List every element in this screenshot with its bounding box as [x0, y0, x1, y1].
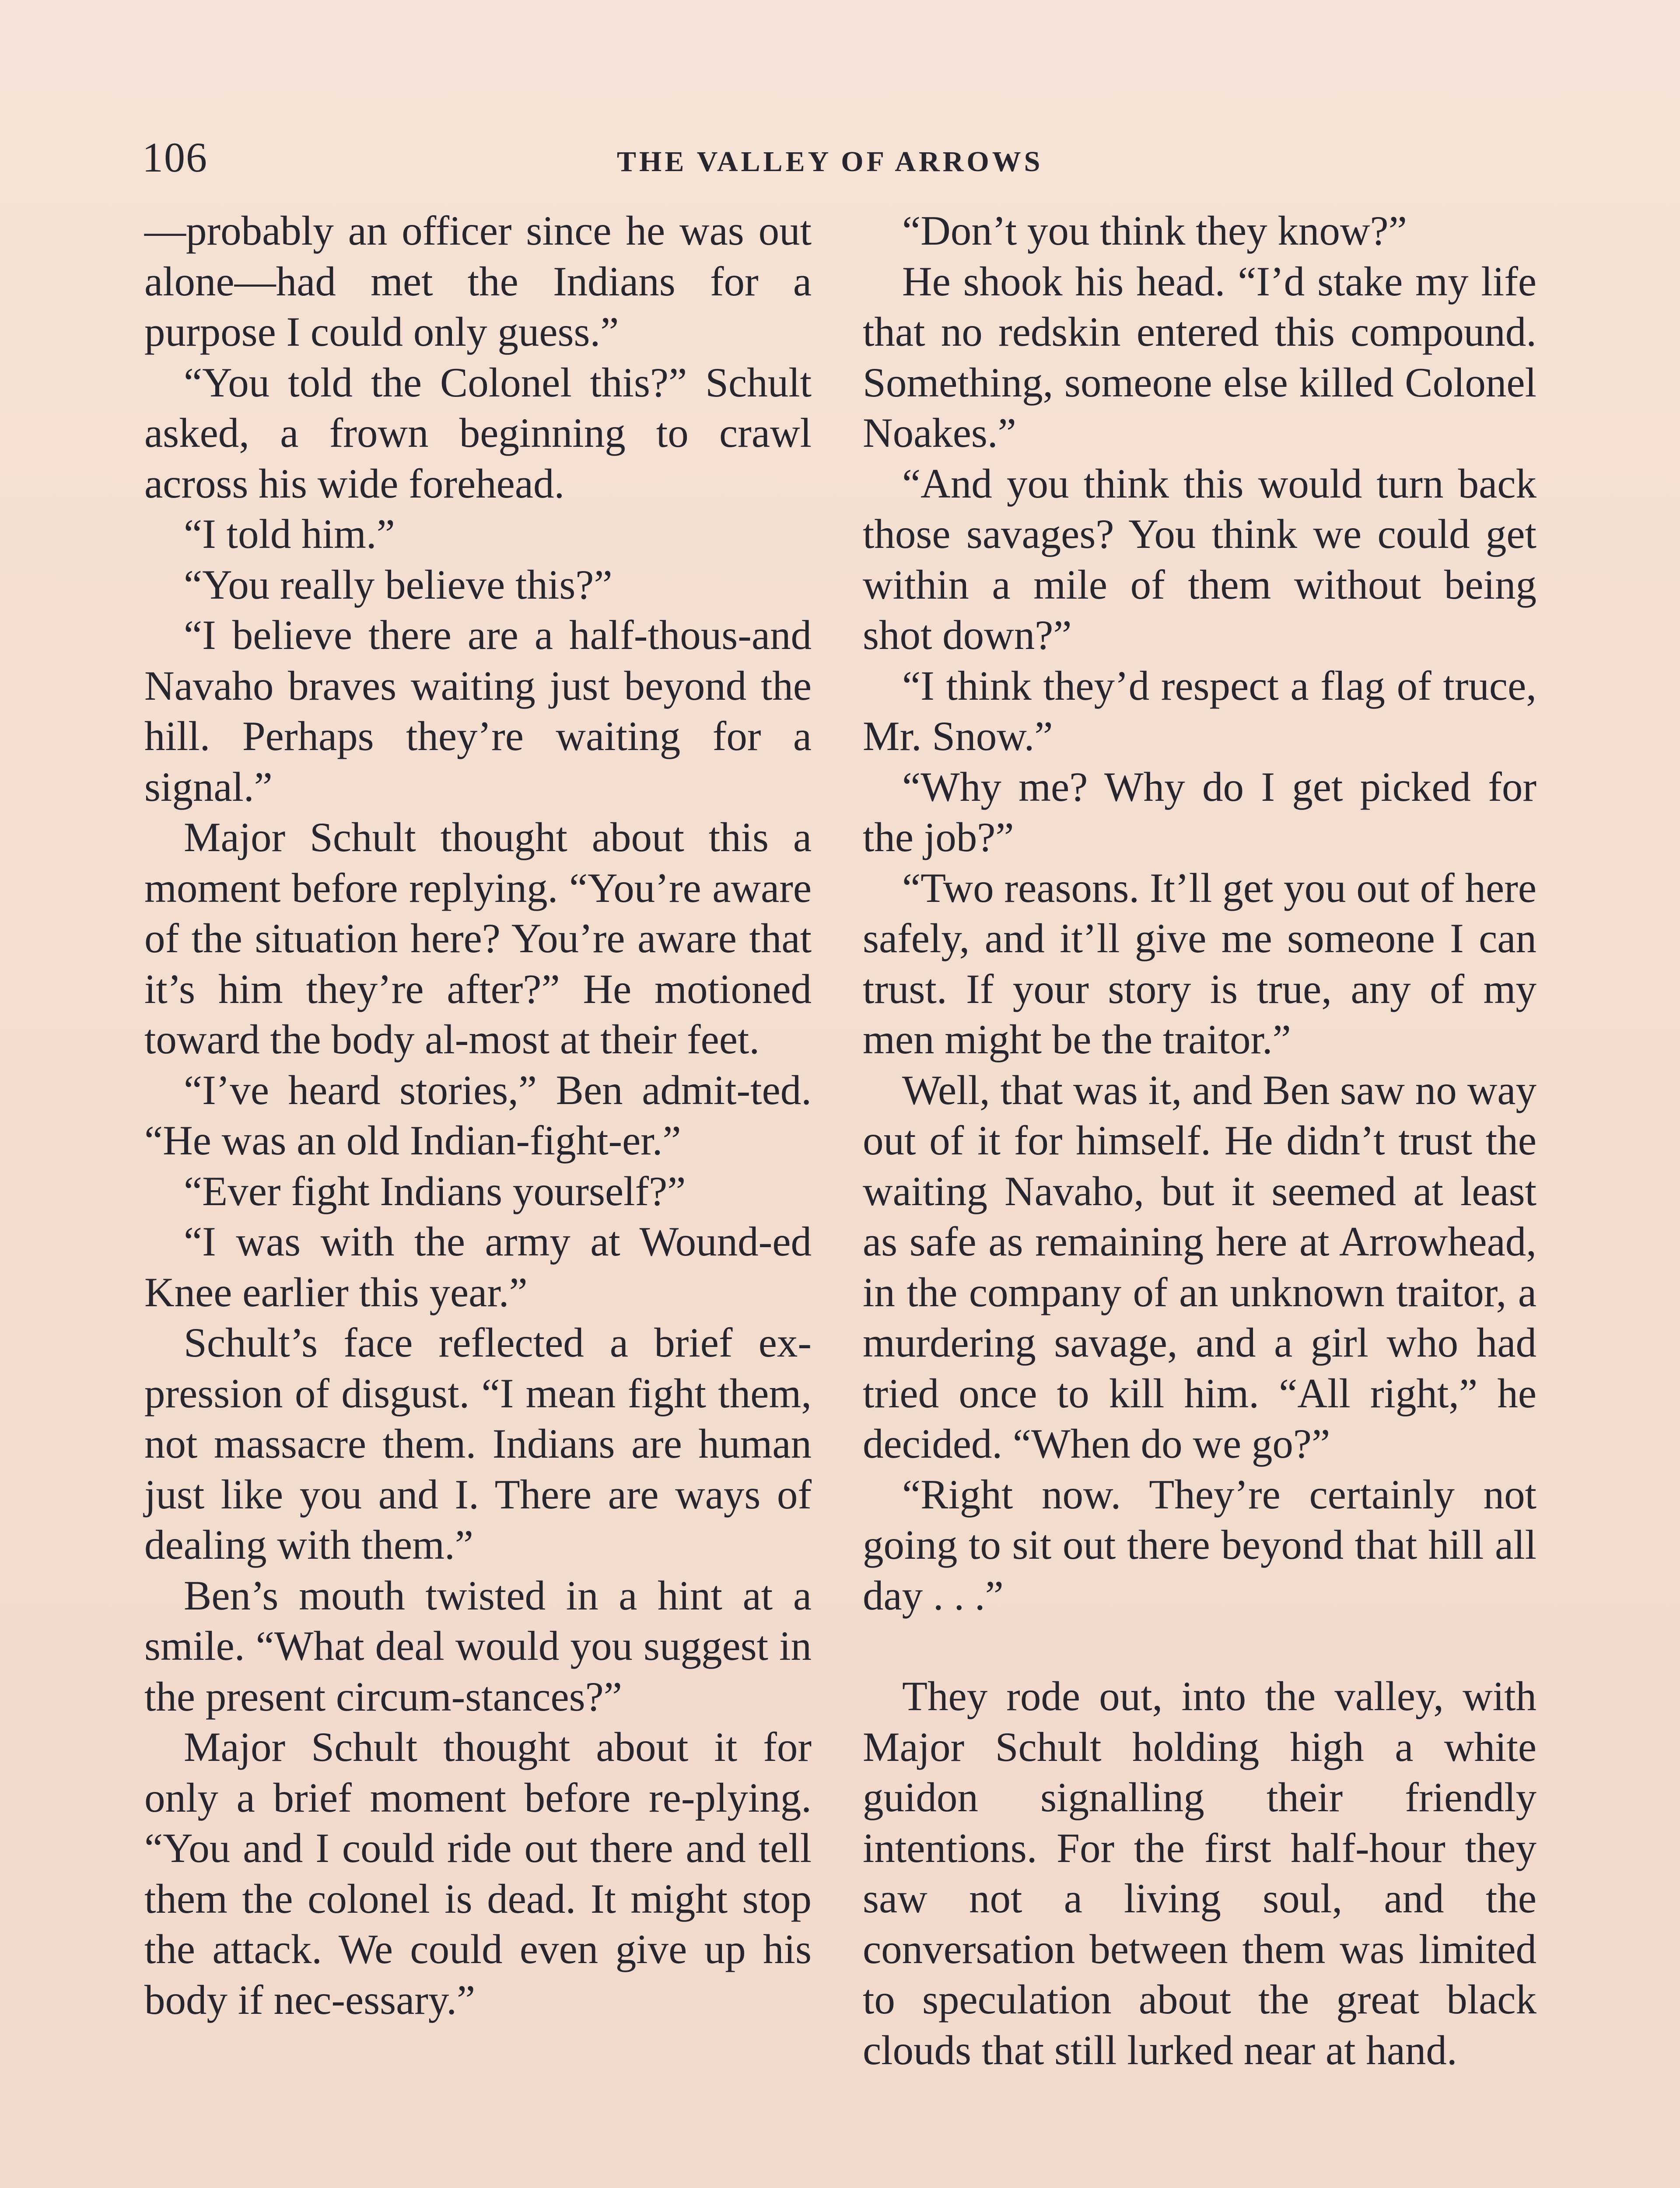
paragraph: “I was with the army at Wound-ed Knee earlier this year.” — [144, 1218, 812, 1315]
paragraph: Major Schult thought about it for only a brief moment before re-plying. “You and I could ride out there and tell them the colonel is dead. It might stop the attack. We could even give up his body if nec-essary.” — [144, 1724, 812, 2023]
page-number: 106 — [142, 134, 208, 181]
paragraph: “I told him.” — [184, 511, 395, 557]
running-head: THE VALLEY OF ARROWS — [617, 146, 1043, 178]
paragraph: —probably an officer since he was out alone—had met the Indians for a purpose I could only guess.” — [144, 207, 812, 355]
paragraph: Ben’s mouth twisted in a hint at a smile. “What deal would you suggest in the present circum-stances?” — [144, 1572, 812, 1720]
paragraph: Well, that was it, and Ben saw no way out of it for himself. He didn’t trust the waiting Navaho, but it seemed at least as safe as remaining here at Arrowhead, in the company of an unknown traitor, a murdering savage, and a girl who had tried once to kill him. “All right,” he decided. “When do we go?” — [863, 1066, 1536, 1467]
paragraph: “Why me? Why do I get picked for the job?” — [863, 763, 1536, 860]
paragraph: “I’ve heard stories,” Ben admit-ted. “He was an old Indian-fight-er.” — [144, 1066, 812, 1164]
paragraph: “And you think this would turn back those savages? You think we could get within a mile of them without being shot down?” — [863, 460, 1536, 658]
paragraph: “Ever fight Indians yourself?” — [184, 1168, 686, 1214]
paragraph: “You told the Colonel this?” Schult asked, a frown beginning to crawl across his wide forehead. — [144, 359, 812, 507]
paragraph: Major Schult thought about this a moment before replying. “You’re aware of the situation here? You’re aware that it’s him they’re after?” He motioned toward the body al-most at their feet. — [144, 814, 812, 1062]
paragraph: Schult’s face reflected a brief ex-pression of disgust. “I mean fight them, not massacre them. Indians are human just like you and I. There are ways of dealing with them.” — [144, 1319, 812, 1568]
right-column — [863, 206, 1536, 2076]
left-column — [144, 206, 812, 2025]
paragraph: “I think they’d respect a flag of truce, Mr. Snow.” — [863, 662, 1536, 759]
paragraph: They rode out, into the valley, with Major Schult holding high a white guidon signalling their friendly intentions. For the first half-hour they saw not a living soul, and the conversation between them was limited to speculation about the great black clouds that still lurked near at hand. — [863, 1673, 1536, 2073]
paragraph: “Don’t you think they know?” — [902, 207, 1407, 254]
page-header — [142, 131, 1096, 184]
paragraph: “Two reasons. It’ll get you out of here safely, and it’ll give me someone I can trust. If your story is true, any of my men might be the traitor.” — [863, 864, 1536, 1062]
paragraph: He shook his head. “I’d stake my life that no redskin entered this compound. Something, someone else killed Colonel Noakes.” — [863, 258, 1536, 456]
paragraph: “Right now. They’re certainly not going to sit out there beyond that hill all day . . .” — [863, 1471, 1536, 1619]
paragraph: “You really believe this?” — [184, 561, 612, 608]
paragraph: “I believe there are a half-thous-and Navaho braves waiting just beyond the hill. Perhaps they’re waiting for a signal.” — [144, 612, 812, 810]
